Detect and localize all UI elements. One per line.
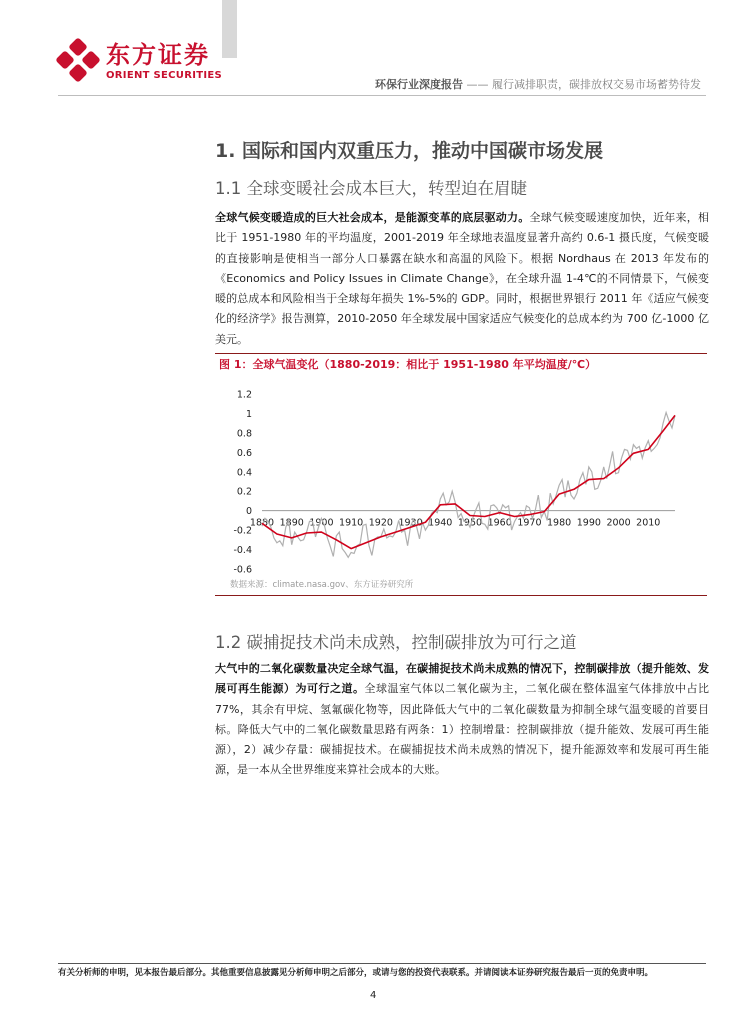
y-tick-label: 1.2 xyxy=(236,389,252,401)
brand-name-cn: 东方证券 xyxy=(106,41,210,69)
paragraph-body: 全球气候变暖速度加快，近年来，相比于 1951-1980 年的平均温度，2001-2019 年全球地表温度显著升高约 0.6-1 摄氏度，气候变暖的直接影响是使相当一部分人口暴露在缺水和高温的风险下。根据 Nordhaus 在 2013 年发布的《Economics and Policy Issues in Climate Change》，在全球升温 1-4℃的不同情景下，气候变暖的总成本和风险相当于全球每年损失 1%-5%的 GDP。同时，根据世界银行 2011 年《适应气候变化的经济学》报告测算，2010-2050 年全球发展中国家适应气候变化的总成本约为 700 亿-1000 亿美元。 xyxy=(215,211,710,346)
x-tick-label: 1910 xyxy=(339,517,364,529)
y-tick-label: -0.6 xyxy=(233,564,252,576)
paragraph-body: 全球温室气体以二氧化碳为主，二氧化碳在整体温室气体排放中占比 77%，其余有甲烷、氢氟碳化物等，因此降低大气中的二氧化碳数量为抑制全球气温变暖的首要目标。降低大气中的二氧化碳数量思路有两条：1）控制增量：控制碳排放（提升能效、发展可再生能源），2）减少存量：碳捕捉技术。在碳捕捉技术尚未成熟的情况下，提升能源效率和发展可再生能源，是一本从全世界维度来算社会成本的大账。 xyxy=(215,682,709,777)
x-tick-label: 1880 xyxy=(249,517,275,529)
report-type: 环保行业深度报告 xyxy=(375,78,463,91)
x-axis-ticks xyxy=(250,518,660,529)
subsection-heading-1-2: 1.2 碳捕捉技术尚未成熟，控制碳排放为可行之道 xyxy=(215,633,577,652)
subsection-heading-1-1: 1.1 全球变暖社会成本巨大，转型迫在眉睫 xyxy=(215,179,527,198)
y-tick-label: 0.8 xyxy=(236,428,252,440)
footer-disclaimer: 有关分析师的申明，见本报告最后部分。其他重要信息披露见分析师申明之后部分，或请与您的投资代表联系。并请阅读本证券研究报告最后一页的免责申明。 xyxy=(58,968,654,978)
footer-divider xyxy=(58,963,706,964)
x-tick-label: 1900 xyxy=(309,517,334,529)
x-tick-label: 1890 xyxy=(279,517,304,529)
brand-name-en: ORIENT SECURITIES xyxy=(106,70,223,81)
header-accent-bar xyxy=(222,0,237,58)
figure-caption: 图 1：全球气温变化（1880-2019：相比于 1951-1980 年平均温度/℃） xyxy=(219,358,597,371)
x-tick-label: 1950 xyxy=(457,517,483,529)
y-tick-label: 1 xyxy=(245,408,252,420)
paragraph-1-2 xyxy=(215,659,709,781)
page-number: 4 xyxy=(370,990,377,1001)
figure-top-rule xyxy=(215,353,707,354)
series-annual-line xyxy=(262,413,675,558)
y-axis-ticks xyxy=(233,390,252,576)
y-tick-label: 0.4 xyxy=(236,467,252,479)
x-tick-label: 1930 xyxy=(398,517,423,529)
x-tick-label: 1990 xyxy=(576,517,601,529)
paragraph-1-1 xyxy=(215,208,709,350)
figure-bottom-rule xyxy=(215,595,707,596)
figure-source: 数据来源：climate.nasa.gov、东方证券研究所 xyxy=(230,580,414,590)
running-header xyxy=(375,78,701,92)
x-tick-label: 1940 xyxy=(428,517,453,529)
x-tick-label: 1920 xyxy=(368,517,393,529)
x-tick-label: 1970 xyxy=(517,517,542,529)
header-dash: —— xyxy=(463,78,492,91)
header-divider xyxy=(58,95,706,96)
paragraph-lead: 全球气候变暖造成的巨大社会成本，是能源变革的底层驱动力。 xyxy=(215,211,530,224)
section-heading: 1. 国际和国内双重压力，推动中国碳市场发展 xyxy=(215,140,604,162)
temperature-line-chart xyxy=(215,375,707,580)
report-title: 履行减排职责，碳排放权交易市场蓄势待发 xyxy=(492,78,701,91)
x-tick-label: 2010 xyxy=(636,517,661,529)
y-tick-label: 0.6 xyxy=(236,447,252,459)
y-tick-label: -0.2 xyxy=(233,525,252,537)
paragraph-lead: 大气中的二氧化碳数量决定全球气温，在碳捕捉技术尚未成熟的情况下，控制碳排放（提升能效、发展可再生能源）为可行之道。 xyxy=(215,662,709,696)
orient-securities-logo-icon xyxy=(56,38,100,82)
x-tick-label: 1960 xyxy=(487,517,512,529)
y-tick-label: 0.2 xyxy=(236,486,252,498)
x-tick-label: 2000 xyxy=(606,517,631,529)
x-tick-label: 1980 xyxy=(547,517,572,529)
y-tick-label: 0 xyxy=(245,506,252,518)
y-tick-label: -0.4 xyxy=(233,545,252,557)
